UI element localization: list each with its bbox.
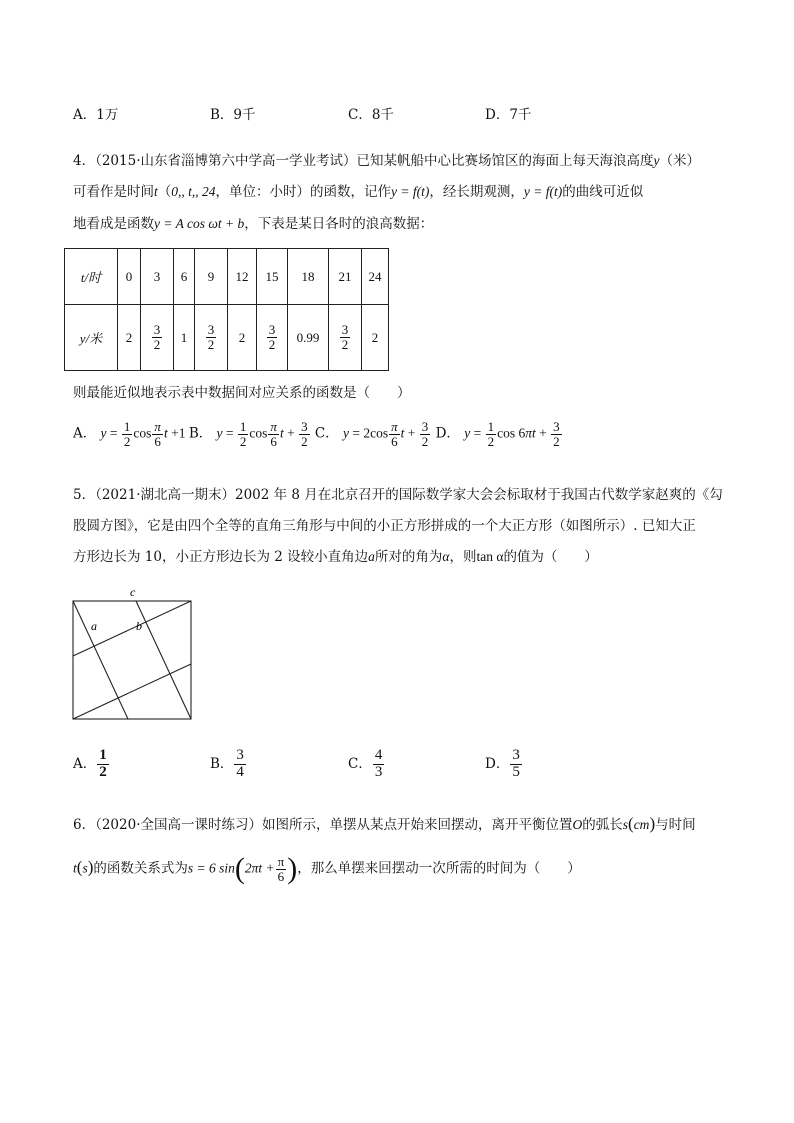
q4-options-row: A． y = $\frac{1}{2}$ cos $\frac{\pi}{6}$ t +1 B． y = $\frac{1}{2}$ cos $\frac{\pi}{6}$ t + $\frac{3}{2}$ C． y = 2cos $\frac{\pi}{6}$ t + $\frac{3}{2}$ D． y = $\frac{1}{2}$ cos 6πt + $\frac{3}{2}$	[73, 419, 560, 449]
triangle-edge	[136, 601, 191, 719]
table-cell: 3	[141, 249, 174, 305]
q5-line1: 5．（2021·湖北高一期末）2002 年 8 月在北京召开的国际数学家大会会标取材于我国古代数学家赵爽的《勾	[73, 487, 723, 503]
table-cell: 2	[118, 305, 141, 371]
table-cell	[141, 305, 174, 371]
q5-option-b: B． $\frac{3}{4}$	[210, 747, 244, 780]
fraction: $\frac{3}{5}$	[512, 747, 520, 780]
fraction: $\frac{3}{2}$	[153, 322, 161, 352]
fraction: $\frac{3}{4}$	[236, 747, 244, 780]
fraction: $\frac{3}{2}$	[341, 322, 349, 352]
fraction: $\frac{\pi}{6}$	[277, 853, 285, 884]
table-cell: 2	[228, 305, 257, 371]
fraction: $\frac{3}{2}$	[301, 419, 308, 449]
triangle-edge	[73, 664, 191, 719]
option-a: A．1万	[73, 107, 119, 123]
fraction: $\frac{3}{2}$	[421, 419, 429, 449]
table-cell: 15	[257, 249, 288, 305]
option-d: D．7千	[485, 107, 532, 123]
q5-option-a: A． $\frac{1}{2}$	[73, 747, 107, 780]
triangle-edge	[73, 601, 128, 719]
table-cell	[195, 305, 228, 371]
fraction: $\frac{1}{2}$	[239, 419, 247, 449]
q4-line2: 可看作是时间t（0,, t,, 24，单位：小时）的函数，记作y = f(t)，经长期观测，y = f(t)的曲线可近似	[73, 184, 644, 200]
q5-line3: 方形边长为 10，小正方形边长为 2 设较小直角边a所对的角为α，则tan α的值为（ ）	[73, 549, 598, 565]
wave-height-table	[64, 248, 389, 371]
fraction: $\frac{\pi}{6}$	[154, 419, 161, 449]
fraction: $\frac{3}{2}$	[207, 322, 215, 352]
fraction: $\frac{\pi}{6}$	[391, 419, 398, 449]
fraction: $\frac{4}{3}$	[374, 747, 383, 780]
fraction: $\frac{3}{2}$	[268, 322, 276, 352]
fraction: $\frac{1}{2}$	[99, 747, 107, 780]
q6-line2: t(s)的函数关系式为s = 6 sin(2πt + $\frac{\pi}{6}$ )，那么单摆来回摆动一次所需的时间为（ ）	[73, 852, 581, 885]
label-c: c	[130, 585, 136, 599]
table-cell: 1	[174, 305, 195, 371]
label-a: a	[91, 619, 97, 633]
q4-question: 则最能近似地表示表中数据间对应关系的函数是（ ）	[73, 385, 411, 401]
table-row-height	[65, 305, 389, 371]
table-header-height: y/米	[65, 305, 118, 371]
table-cell: 24	[362, 249, 389, 305]
q6-line1: 6．（2020·全国高一课时练习）如图所示，单摆从某点开始来回摆动，离开平衡位置O的弧长s(cm)与时间	[73, 814, 696, 833]
table-header-time: t/时	[65, 249, 118, 305]
fraction: $\frac{1}{2}$	[487, 419, 495, 449]
q4-line3: 地看成是函数y = A cos ωt + b，下表是某日各时的浪高数据：	[73, 216, 434, 232]
label-b: b	[136, 619, 142, 633]
q5-option-d: D． $\frac{3}{5}$	[485, 747, 520, 780]
q5-line2: 股圆方图》，它是由四个全等的直角三角形与中间的小正方形拼成的一个大正方形（如图所示）. 已知大正	[73, 518, 696, 534]
option-b: B．9千	[210, 107, 256, 123]
option-c: C．8千	[348, 107, 394, 123]
zhao-shuang-diagram	[64, 582, 204, 724]
fraction: $\frac{\pi}{6}$	[270, 419, 277, 449]
table-cell	[257, 305, 288, 371]
var-y: y	[653, 153, 660, 168]
table-cell: 0.99	[288, 305, 329, 371]
table-cell: 9	[195, 249, 228, 305]
table-cell: 12	[228, 249, 257, 305]
table-cell	[329, 305, 362, 371]
table-cell: 0	[118, 249, 141, 305]
table-cell: 2	[362, 305, 389, 371]
q5-option-c: C． $\frac{4}{3}$	[348, 747, 383, 780]
table-row-time	[65, 249, 389, 305]
fraction: $\frac{1}{2}$	[123, 419, 131, 449]
q4-line1: 4．（2015·山东省淄博第六中学高一学业考试）已知某帆船中心比赛场馆区的海面上每天海浪高度y（米）	[73, 153, 700, 169]
table-cell: 18	[288, 249, 329, 305]
table-cell: 6	[174, 249, 195, 305]
fraction: $\frac{3}{2}$	[553, 419, 560, 449]
table-cell: 21	[329, 249, 362, 305]
